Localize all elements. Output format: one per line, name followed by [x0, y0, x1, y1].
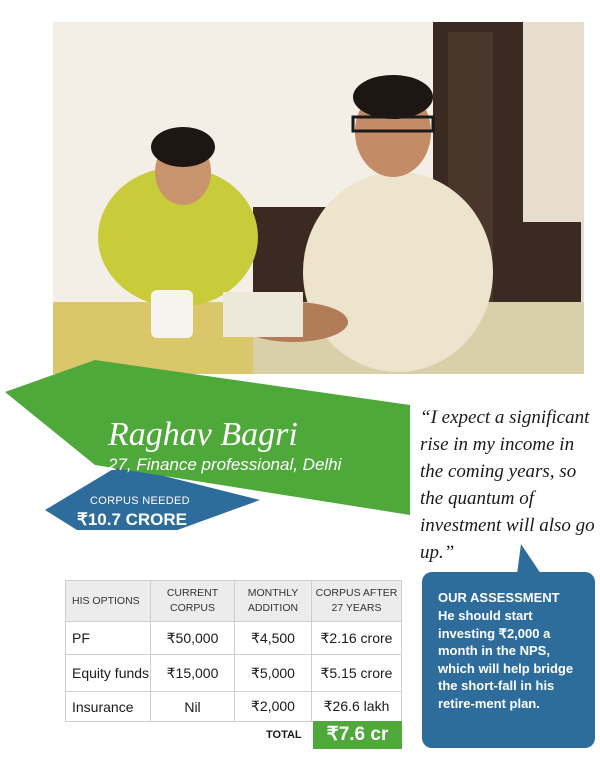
profile-photo: [53, 22, 584, 374]
table-row: [66, 692, 402, 722]
table-cell: ₹15,000: [151, 655, 235, 692]
table-cell: Insurance: [66, 692, 151, 722]
table-cell: ₹5,000: [235, 655, 312, 692]
total-value: ₹7.6 cr: [313, 721, 402, 749]
table-cell: Equity funds: [66, 655, 151, 692]
table-cell: PF: [66, 622, 151, 655]
table-cell: ₹4,500: [235, 622, 312, 655]
corpus-needed-label: CORPUS NEEDED: [90, 495, 190, 507]
table-cell: ₹26.6 lakh: [312, 692, 402, 722]
table-cell: ₹5.15 crore: [312, 655, 402, 692]
corpus-needed-value: ₹10.7 CRORE: [77, 510, 188, 529]
table-row: [66, 622, 402, 655]
header-cell: HIS OPTIONS: [66, 581, 151, 622]
header-cell: MONTHLY ADDITION: [235, 581, 312, 622]
person-name: Raghav Bagri: [108, 416, 298, 453]
header-cell: CORPUS AFTER 27 YEARS: [312, 581, 402, 622]
assessment-title: OUR ASSESSMENT: [438, 590, 560, 605]
table-cell: ₹2.16 crore: [312, 622, 402, 655]
header-cell: CURRENT CORPUS: [151, 581, 235, 622]
options-table: [65, 580, 402, 722]
table-cell: Nil: [151, 692, 235, 722]
table-cell: ₹50,000: [151, 622, 235, 655]
total-label: TOTAL: [266, 729, 302, 741]
quote-text: “I expect a significant rise in my income in the coming years, so the quantum of investment will also go up.”: [420, 407, 595, 563]
table-row: [66, 655, 402, 692]
table-cell: ₹2,000: [235, 692, 312, 722]
table-header-row: [66, 581, 402, 622]
person-subtitle: 27, Finance professional, Delhi: [108, 455, 342, 474]
assessment-body: He should start investing ₹2,000 a month in the NPS, which will help bridge the short-fall in his retire-ment plan.: [438, 608, 574, 711]
